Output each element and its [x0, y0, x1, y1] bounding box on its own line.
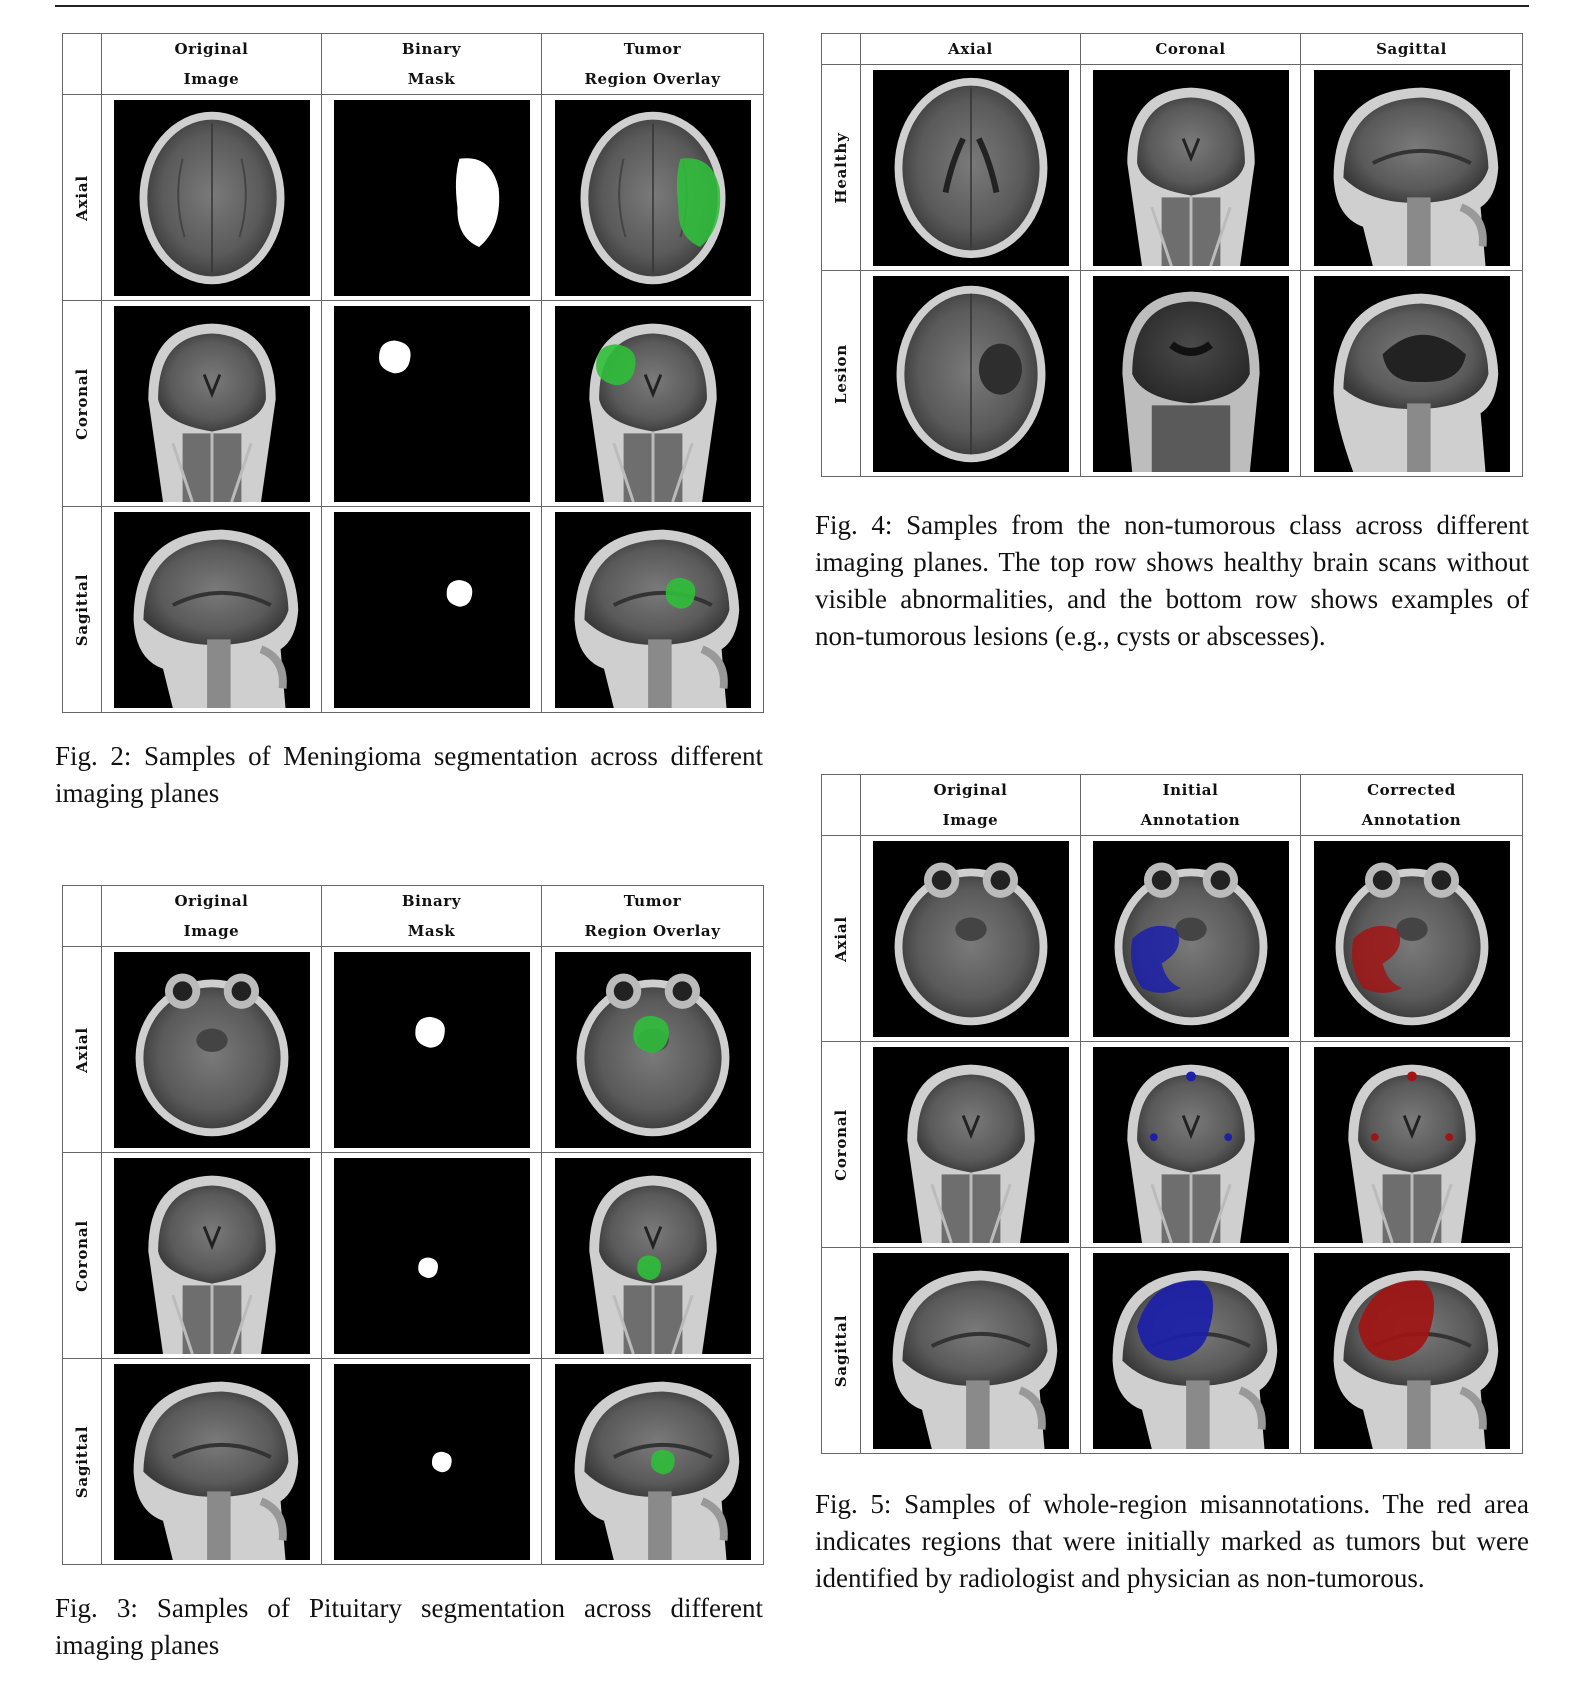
- figure-3-caption: [55, 1590, 763, 1664]
- mri-image-tile: [114, 1158, 310, 1354]
- mri-scan-graphic: [1093, 1253, 1289, 1449]
- figure-5-caption: [815, 1486, 1529, 1597]
- column-header-original-image: Original Image: [102, 886, 322, 947]
- binary-mask-tile: [334, 306, 530, 502]
- column-header-corrected-annotation: Corrected Annotation: [1301, 775, 1523, 836]
- mri-scan-graphic: [114, 952, 310, 1148]
- column-header-initial-annotation: Initial Annotation: [1081, 775, 1301, 836]
- figure-4-caption: [815, 507, 1529, 655]
- column-header-original-image: Original Image: [861, 775, 1081, 836]
- caption-label: Fig. 5:: [815, 1489, 892, 1519]
- binary-mask-tile: [334, 512, 530, 708]
- mri-image-tile: [873, 841, 1069, 1037]
- mri-scan-graphic: [334, 100, 530, 296]
- mri-scan-graphic: [334, 306, 530, 502]
- row-label-lesion: Lesion: [822, 271, 861, 477]
- mri-image-tile: [873, 276, 1069, 472]
- column-header-axial: Axial: [861, 34, 1081, 65]
- caption-label: Fig. 4:: [815, 510, 893, 540]
- grid-corner: [822, 775, 861, 836]
- initial-annotation-tile: [1093, 1047, 1289, 1243]
- mri-scan-graphic: [1314, 1253, 1510, 1449]
- corrected-annotation-tile: [1314, 1047, 1510, 1243]
- mri-scan-graphic: [334, 512, 530, 708]
- row-label-axial: Axial: [63, 95, 102, 301]
- overlay-image-tile: [555, 512, 751, 708]
- mri-scan-graphic: [114, 306, 310, 502]
- mri-scan-graphic: [114, 512, 310, 708]
- row-label-healthy: Healthy: [822, 65, 861, 271]
- mri-image-tile: [114, 512, 310, 708]
- column-header-binary-mask: Binary Mask: [322, 34, 542, 95]
- figure-3-grid: [62, 885, 764, 1565]
- column-header-coronal: Coronal: [1081, 34, 1301, 65]
- column-header-binary-mask: Binary Mask: [322, 886, 542, 947]
- binary-mask-tile: [334, 100, 530, 296]
- mri-scan-graphic: [555, 306, 751, 502]
- row-label-axial: Axial: [822, 836, 861, 1042]
- binary-mask-tile: [334, 1158, 530, 1354]
- row-label-sagittal: Sagittal: [822, 1248, 861, 1454]
- mri-image-tile: [873, 1253, 1069, 1449]
- row-label-sagittal: Sagittal: [63, 507, 102, 713]
- grid-corner: [822, 34, 861, 65]
- column-header-tumor-overlay: Tumor Region Overlay: [542, 886, 764, 947]
- grid-corner: [63, 34, 102, 95]
- column-header-sagittal: Sagittal: [1301, 34, 1523, 65]
- mri-scan-graphic: [334, 1158, 530, 1354]
- mri-image-tile: [114, 306, 310, 502]
- mri-scan-graphic: [1314, 841, 1510, 1037]
- mri-scan-graphic: [114, 1158, 310, 1354]
- overlay-image-tile: [555, 100, 751, 296]
- row-label-coronal: Coronal: [63, 1153, 102, 1359]
- mri-scan-graphic: [555, 512, 751, 708]
- mri-image-tile: [873, 70, 1069, 266]
- mri-scan-graphic: [1093, 1047, 1289, 1243]
- mri-scan-graphic: [114, 100, 310, 296]
- figure-4-grid: [821, 33, 1523, 477]
- binary-mask-tile: [334, 1364, 530, 1560]
- mri-scan-graphic: [555, 100, 751, 296]
- mri-scan-graphic: [555, 1158, 751, 1354]
- overlay-image-tile: [555, 306, 751, 502]
- mri-scan-graphic: [555, 1364, 751, 1560]
- overlay-image-tile: [555, 1364, 751, 1560]
- mri-scan-graphic: [873, 1047, 1069, 1243]
- mri-scan-graphic: [1093, 276, 1289, 472]
- page-top-rule: [55, 5, 1529, 7]
- mri-scan-graphic: [873, 276, 1069, 472]
- row-label-axial: Axial: [63, 947, 102, 1153]
- initial-annotation-tile: [1093, 1253, 1289, 1449]
- mri-image-tile: [1093, 70, 1289, 266]
- caption-text: Samples of Meningioma segmentation across different imaging planes: [55, 741, 763, 808]
- figure-5-grid: [821, 774, 1523, 1454]
- mri-scan-graphic: [1314, 276, 1510, 472]
- mri-scan-graphic: [1314, 1047, 1510, 1243]
- binary-mask-tile: [334, 952, 530, 1148]
- mri-image-tile: [1093, 276, 1289, 472]
- caption-label: Fig. 2:: [55, 741, 132, 771]
- overlay-image-tile: [555, 1158, 751, 1354]
- row-label-coronal: Coronal: [63, 301, 102, 507]
- mri-scan-graphic: [555, 952, 751, 1148]
- initial-annotation-tile: [1093, 841, 1289, 1037]
- mri-scan-graphic: [1093, 70, 1289, 266]
- overlay-image-tile: [555, 952, 751, 1148]
- mri-image-tile: [114, 100, 310, 296]
- mri-scan-graphic: [1314, 70, 1510, 266]
- row-label-sagittal: Sagittal: [63, 1359, 102, 1565]
- mri-scan-graphic: [1093, 841, 1289, 1037]
- mri-scan-graphic: [873, 1253, 1069, 1449]
- mri-scan-graphic: [334, 952, 530, 1148]
- mri-image-tile: [114, 1364, 310, 1560]
- row-label-coronal: Coronal: [822, 1042, 861, 1248]
- caption-text: Samples of Pituitary segmentation across different imaging planes: [55, 1593, 763, 1660]
- mri-image-tile: [1314, 70, 1510, 266]
- column-header-tumor-overlay: Tumor Region Overlay: [542, 34, 764, 95]
- figure-2-grid: [62, 33, 764, 713]
- corrected-annotation-tile: [1314, 841, 1510, 1037]
- mri-image-tile: [873, 1047, 1069, 1243]
- caption-text: Samples from the non-tumorous class across different imaging planes. The top row shows healthy brain scans without visible abnormalities, and the bottom row shows examples of non-tumorous lesions (e.g., cysts or abscesses).: [815, 510, 1529, 651]
- caption-label: Fig. 3:: [55, 1593, 138, 1623]
- mri-scan-graphic: [114, 1364, 310, 1560]
- column-header-original-image: Original Image: [102, 34, 322, 95]
- mri-image-tile: [1314, 276, 1510, 472]
- caption-text: Samples of whole-region misannotations. The red area indicates regions that were initially marked as tumors but were identified by radiologist and physician as non-tumorous.: [815, 1489, 1529, 1593]
- grid-corner: [63, 886, 102, 947]
- mri-scan-graphic: [873, 70, 1069, 266]
- mri-scan-graphic: [334, 1364, 530, 1560]
- mri-image-tile: [114, 952, 310, 1148]
- figure-2-caption: [55, 738, 763, 812]
- corrected-annotation-tile: [1314, 1253, 1510, 1449]
- mri-scan-graphic: [873, 841, 1069, 1037]
